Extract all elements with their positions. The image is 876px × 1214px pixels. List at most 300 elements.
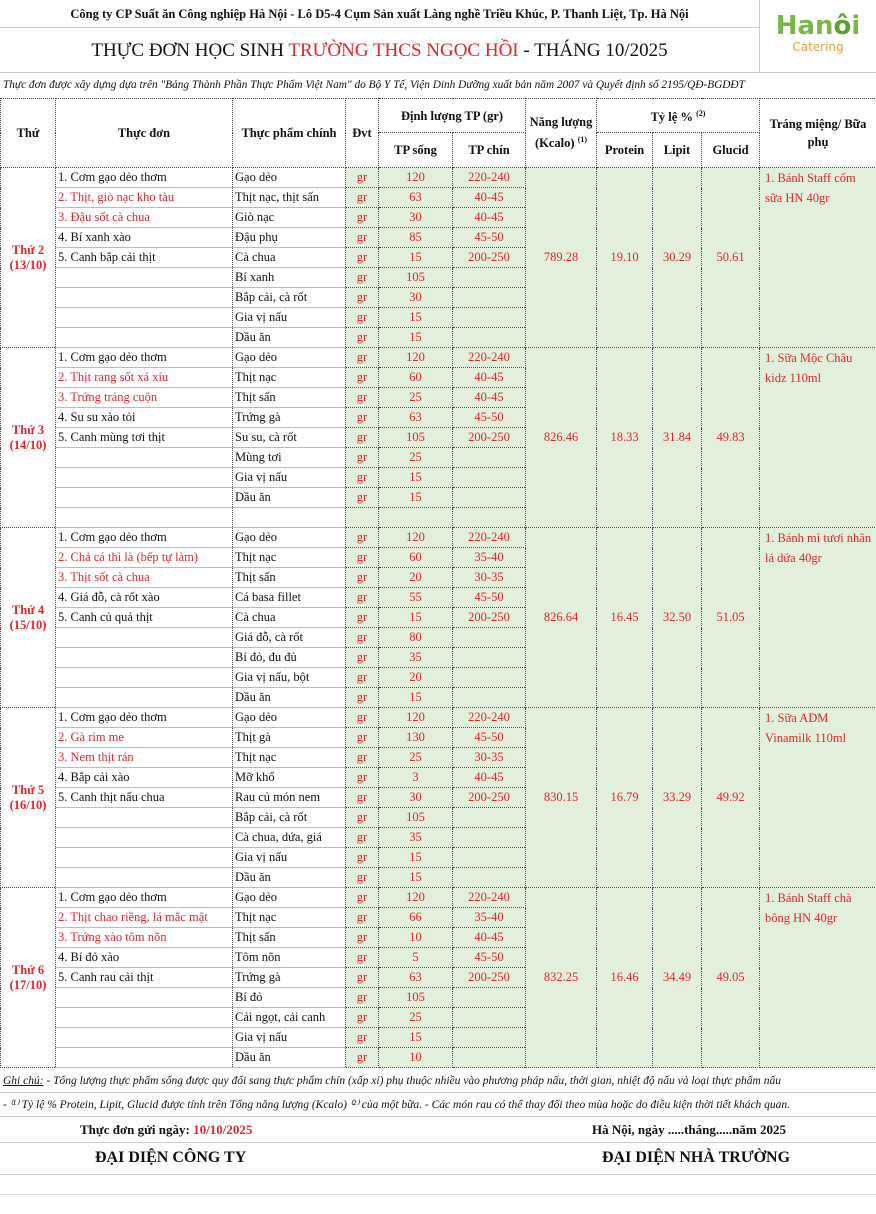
day-date: (13/10): [9, 257, 47, 272]
raw-qty: 15: [379, 688, 453, 708]
ingredient-cell: Trứng gà: [233, 408, 346, 428]
raw-qty: 30: [379, 788, 453, 808]
ingredient-cell: Gia vị nấu: [233, 848, 346, 868]
dish-name: 4. Bí đỏ xào: [58, 950, 120, 964]
sign-school: ĐẠI DIỆN NHÀ TRƯỜNG: [602, 1149, 791, 1166]
unit-cell: [346, 768, 379, 788]
col-qty: Định lượng TP (gr): [379, 99, 526, 133]
dish-name: 3. Đậu sốt cà chua: [58, 210, 150, 224]
ingredient-cell: Đậu phụ: [233, 228, 346, 248]
company-line: Công ty CP Suất ăn Công nghiệp Hà Nội - Lô D5-4 Cụm Sản xuất Làng nghề Triều Khúc, P. Thanh Liệt, Tp. Hà Nội: [0, 0, 759, 28]
raw-qty: 80: [379, 628, 453, 648]
ingredient-cell: Trứng gà: [233, 968, 346, 988]
cooked-qty: [453, 688, 526, 708]
dish-cell: [56, 888, 233, 908]
unit: gr: [356, 670, 368, 684]
raw-qty: 5: [379, 948, 453, 968]
dish-cell: [56, 488, 233, 508]
dish-cell: [56, 868, 233, 888]
cooked-qty: [453, 648, 526, 668]
raw-qty: 120: [379, 168, 453, 188]
raw-qty: 60: [379, 548, 453, 568]
unit-cell: [346, 648, 379, 668]
ingredient-cell: Gạo dẻo: [233, 888, 346, 908]
unit: gr: [356, 170, 368, 184]
raw-qty: 63: [379, 408, 453, 428]
ingredient-cell: Mỡ khổ: [233, 768, 346, 788]
dish-name: 1. Cơm gạo dẻo thơm: [58, 710, 167, 724]
unit-cell: [346, 168, 379, 188]
raw-qty: 15: [379, 848, 453, 868]
unit-cell: [346, 528, 379, 548]
cooked-qty: 30-35: [453, 568, 526, 588]
unit-cell: [346, 468, 379, 488]
unit-cell: [346, 628, 379, 648]
raw-qty: 25: [379, 1008, 453, 1028]
unit-cell: [346, 548, 379, 568]
ingredient-cell: Cà chua: [233, 248, 346, 268]
unit-cell: [346, 328, 379, 348]
unit: gr: [356, 410, 368, 424]
day-cell: [1, 528, 56, 708]
raw-qty: 15: [379, 328, 453, 348]
unit: gr: [356, 230, 368, 244]
cooked-qty: [453, 848, 526, 868]
cooked-qty: [453, 1028, 526, 1048]
raw-qty: 66: [379, 908, 453, 928]
dish-cell: [56, 368, 233, 388]
cooked-qty: 40-45: [453, 188, 526, 208]
unit: gr: [356, 950, 368, 964]
unit-cell: [346, 408, 379, 428]
dish-cell: [56, 688, 233, 708]
dish-name: 3. Trứng xào tôm nõn: [58, 930, 167, 944]
glucid-value: 49.05: [702, 888, 760, 1068]
col-menu: Thực đơn: [56, 99, 233, 168]
cooked-qty: 40-45: [453, 388, 526, 408]
dish-cell: [56, 908, 233, 928]
unit: gr: [356, 470, 368, 484]
dish-cell: [56, 348, 233, 368]
cooked-qty: [453, 508, 526, 528]
dish-cell: [56, 968, 233, 988]
raw-qty: 120: [379, 348, 453, 368]
raw-qty: 15: [379, 868, 453, 888]
raw-qty: 63: [379, 968, 453, 988]
cooked-qty: 30-35: [453, 748, 526, 768]
menu-table: [0, 98, 876, 1068]
unit-cell: [346, 248, 379, 268]
dish-cell: [56, 948, 233, 968]
unit-cell: [346, 228, 379, 248]
cooked-qty: 200-250: [453, 968, 526, 988]
raw-qty: [379, 508, 453, 528]
unit: gr: [356, 270, 368, 284]
cooked-qty: 35-40: [453, 548, 526, 568]
cooked-qty: 200-250: [453, 788, 526, 808]
col-protein: Protein: [597, 133, 653, 168]
dish-name: 3. Thịt sốt cà chua: [58, 570, 150, 584]
ingredient-cell: Giò nạc: [233, 208, 346, 228]
dish-name: 3. Nem thịt rán: [58, 750, 134, 764]
unit: gr: [356, 610, 368, 624]
dessert-cell: 1. Sữa Mộc Châu kidz 110ml: [760, 348, 876, 528]
col-lipit: Lipit: [653, 133, 702, 168]
unit-cell: [346, 948, 379, 968]
raw-qty: 10: [379, 928, 453, 948]
dish-cell: [56, 788, 233, 808]
dish-name: 4. Giá đỗ, cà rốt xào: [58, 590, 160, 604]
unit-cell: [346, 568, 379, 588]
dish-name: 5. Canh thịt nấu chua: [58, 790, 165, 804]
ingredient-cell: Bắp cải, cà rốt: [233, 808, 346, 828]
unit-cell: [346, 388, 379, 408]
ingredient-cell: [233, 508, 346, 528]
raw-qty: 63: [379, 188, 453, 208]
raw-qty: 15: [379, 608, 453, 628]
col-ratio: [597, 99, 760, 133]
unit: gr: [356, 850, 368, 864]
dish-cell: [56, 648, 233, 668]
protein-value: 18.33: [597, 348, 653, 528]
raw-qty: 105: [379, 808, 453, 828]
unit: gr: [356, 930, 368, 944]
day-name: Thứ 5: [11, 782, 45, 797]
unit: gr: [356, 1030, 368, 1044]
unit-cell: [346, 188, 379, 208]
dish-cell: [56, 328, 233, 348]
cooked-qty: [453, 308, 526, 328]
unit-cell: [346, 928, 379, 948]
unit: gr: [356, 990, 368, 1004]
unit-cell: [346, 808, 379, 828]
dish-cell: [56, 288, 233, 308]
dish-cell: [56, 548, 233, 568]
energy-label: Năng lượng (Kcalo): [529, 115, 593, 151]
cooked-qty: 40-45: [453, 368, 526, 388]
dish-cell: [56, 668, 233, 688]
place-date: Hà Nội, ngày .....tháng.....năm 2025: [592, 1122, 786, 1137]
table-row: [1, 528, 876, 548]
dish-cell: [56, 408, 233, 428]
dish-cell: [56, 768, 233, 788]
ingredient-cell: Thịt nạc: [233, 368, 346, 388]
cooked-qty: [453, 668, 526, 688]
cooked-qty: 45-50: [453, 728, 526, 748]
dish-name: 5. Canh củ quả thịt: [58, 610, 153, 624]
ingredient-cell: Mùng tơi: [233, 448, 346, 468]
signature-row: [0, 1143, 876, 1175]
unit-cell: [346, 268, 379, 288]
unit-cell: [346, 728, 379, 748]
ingredient-cell: Gia vị nấu: [233, 308, 346, 328]
dish-cell: [56, 428, 233, 448]
cooked-qty: 200-250: [453, 248, 526, 268]
lipit-value: 34.49: [653, 888, 702, 1068]
dish-name: 1. Cơm gạo dẻo thơm: [58, 350, 167, 364]
dish-cell: [56, 988, 233, 1008]
dish-cell: [56, 1008, 233, 1028]
ingredient-cell: Thịt sấn: [233, 928, 346, 948]
day-cell: [1, 708, 56, 888]
day-date: (14/10): [9, 437, 47, 452]
note-label: Ghi chú:: [3, 1075, 44, 1087]
unit-cell: [346, 1048, 379, 1068]
ingredient-cell: Dầu ăn: [233, 488, 346, 508]
unit-cell: [346, 608, 379, 628]
dish-cell: [56, 628, 233, 648]
cooked-qty: 200-250: [453, 428, 526, 448]
unit-cell: [346, 308, 379, 328]
subtitle: Thực đơn được xây dựng dựa trên "Bảng Thành Phần Thực Phẩm Việt Nam" do Bộ Y Tế, Viện Dinh Dưỡng xuất bản năm 2007 và Quyết định số 2195/QĐ-BGDĐT: [3, 79, 745, 91]
unit: gr: [356, 310, 368, 324]
unit: gr: [356, 590, 368, 604]
unit: gr: [356, 890, 368, 904]
cooked-qty: [453, 808, 526, 828]
cooked-qty: [453, 288, 526, 308]
dish-cell: [56, 468, 233, 488]
col-cooked: TP chín: [453, 133, 526, 168]
table-row: [1, 888, 876, 908]
dish-cell: [56, 568, 233, 588]
raw-qty: 105: [379, 988, 453, 1008]
ingredient-cell: Dầu ăn: [233, 328, 346, 348]
raw-qty: 120: [379, 528, 453, 548]
unit: gr: [356, 710, 368, 724]
ingredient-cell: Bắp cải, cà rốt: [233, 288, 346, 308]
ingredient-cell: Gia vị nấu: [233, 1028, 346, 1048]
dish-name: 2. Thịt chao riềng, lá mắc mật: [58, 910, 208, 924]
energy-value: 789.28: [526, 168, 597, 348]
day-name: Thứ 6: [11, 962, 45, 977]
dish-name: 5. Canh mùng tơi thịt: [58, 430, 165, 444]
col-ingredient: Thực phẩm chính: [233, 99, 346, 168]
cooked-qty: [453, 868, 526, 888]
dish-cell: [56, 208, 233, 228]
cooked-qty: 40-45: [453, 768, 526, 788]
raw-qty: 105: [379, 428, 453, 448]
ingredient-cell: Giá đỗ, cà rốt: [233, 628, 346, 648]
ingredient-cell: Gạo dẻo: [233, 528, 346, 548]
dessert-cell: 1. Bánh Staff chà bông HN 40gr: [760, 888, 876, 1068]
dish-cell: [56, 608, 233, 628]
dish-cell: [56, 848, 233, 868]
unit-cell: [346, 868, 379, 888]
protein-value: 19.10: [597, 168, 653, 348]
unit: gr: [356, 810, 368, 824]
col-day: Thứ: [1, 99, 56, 168]
hanoi-catering-logo: Hanôi Catering: [759, 0, 876, 73]
ingredient-cell: Gia vị nấu: [233, 468, 346, 488]
unit: gr: [356, 290, 368, 304]
raw-qty: 30: [379, 288, 453, 308]
glucid-value: 49.92: [702, 708, 760, 888]
ratio-label: Tỷ lệ %: [650, 110, 693, 125]
raw-qty: 15: [379, 1028, 453, 1048]
ingredient-cell: Dầu ăn: [233, 868, 346, 888]
cooked-qty: 220-240: [453, 348, 526, 368]
day-name: Thứ 4: [11, 602, 45, 617]
ingredient-cell: Thịt nạc, thịt sấn: [233, 188, 346, 208]
dish-name: 5. Canh bắp cải thịt: [58, 250, 156, 264]
unit-cell: [346, 688, 379, 708]
dish-cell: [56, 448, 233, 468]
dish-cell: [56, 248, 233, 268]
unit-cell: [346, 288, 379, 308]
unit-cell: [346, 968, 379, 988]
ingredient-cell: Cà chua: [233, 608, 346, 628]
unit: gr: [356, 570, 368, 584]
sign-company: ĐẠI DIỆN CÔNG TY: [95, 1149, 247, 1166]
note-text: - Tổng lượng thực phẩm sống được quy đổi sang thực phẩm chín (xấp xỉ) phụ thuộc nhiều vào phương pháp nấu, thời gian, nhiệt độ nấu và loại thực phẩm nấu: [43, 1075, 781, 1087]
day-cell: [1, 348, 56, 528]
raw-qty: 30: [379, 208, 453, 228]
ingredient-cell: Cà chua, dứa, giá: [233, 828, 346, 848]
ingredient-cell: Gạo dẻo: [233, 348, 346, 368]
unit-cell: [346, 908, 379, 928]
title-month: - THÁNG 10/2025: [518, 40, 668, 61]
sent-row: [0, 1117, 876, 1143]
ingredient-cell: Thịt nạc: [233, 748, 346, 768]
sup: (2): [696, 108, 706, 118]
dish-cell: [56, 268, 233, 288]
cooked-qty: [453, 1008, 526, 1028]
raw-qty: 55: [379, 588, 453, 608]
raw-qty: 25: [379, 448, 453, 468]
unit-cell: [346, 988, 379, 1008]
table-row: [1, 348, 876, 368]
day-name: Thứ 3: [11, 422, 45, 437]
dish-cell: [56, 308, 233, 328]
raw-qty: 105: [379, 268, 453, 288]
unit-cell: [346, 368, 379, 388]
dish-name: 2. Gà rim me: [58, 730, 124, 744]
ingredient-cell: Gạo dẻo: [233, 708, 346, 728]
glucid-value: 49.83: [702, 348, 760, 528]
day-date: (15/10): [9, 617, 47, 632]
cooked-qty: 40-45: [453, 928, 526, 948]
ingredient-cell: Bí xanh: [233, 268, 346, 288]
unit-cell: [346, 888, 379, 908]
cooked-qty: 220-240: [453, 168, 526, 188]
dish-name: 4. Bí xanh xào: [58, 230, 131, 244]
energy-value: 826.46: [526, 348, 597, 528]
ingredient-cell: Thịt nạc: [233, 908, 346, 928]
raw-qty: 15: [379, 468, 453, 488]
dish-cell: [56, 508, 233, 528]
dish-cell: [56, 748, 233, 768]
unit: gr: [356, 730, 368, 744]
cooked-qty: 35-40: [453, 908, 526, 928]
dessert-cell: 1. Bánh mì tươi nhân lá dứa 40gr: [760, 528, 876, 708]
col-energy: [526, 99, 597, 168]
cooked-qty: 45-50: [453, 408, 526, 428]
raw-qty: 3: [379, 768, 453, 788]
dessert-cell: 1. Sữa ADM Vinamilk 110ml: [760, 708, 876, 888]
cooked-qty: [453, 1048, 526, 1068]
unit: gr: [356, 550, 368, 564]
unit: gr: [356, 390, 368, 404]
protein-value: 16.45: [597, 528, 653, 708]
unit: gr: [356, 630, 368, 644]
dish-cell: [56, 228, 233, 248]
unit: gr: [356, 330, 368, 344]
dish-name: 2. Thịt rang sốt xá xíu: [58, 370, 169, 384]
cooked-qty: [453, 268, 526, 288]
raw-qty: 25: [379, 388, 453, 408]
unit: gr: [356, 450, 368, 464]
dish-cell: [56, 168, 233, 188]
ingredient-cell: Su su, cà rốt: [233, 428, 346, 448]
lipit-value: 33.29: [653, 708, 702, 888]
unit: gr: [356, 690, 368, 704]
cooked-qty: 220-240: [453, 708, 526, 728]
raw-qty: 120: [379, 708, 453, 728]
cooked-qty: [453, 468, 526, 488]
dish-name: 2. Chả cá thì là (bếp tự làm): [58, 550, 199, 564]
ingredient-cell: Thịt gà: [233, 728, 346, 748]
raw-qty: 85: [379, 228, 453, 248]
lipit-value: 30.29: [653, 168, 702, 348]
dish-name: 1. Cơm gạo dẻo thơm: [58, 890, 167, 904]
raw-qty: 20: [379, 568, 453, 588]
cooked-qty: 40-45: [453, 208, 526, 228]
unit: gr: [356, 1010, 368, 1024]
dish-name: 1. Cơm gạo dẻo thơm: [58, 530, 167, 544]
dish-cell: [56, 808, 233, 828]
ingredient-cell: Gia vị nấu, bột: [233, 668, 346, 688]
raw-qty: 10: [379, 1048, 453, 1068]
dish-cell: [56, 528, 233, 548]
cooked-qty: 45-50: [453, 588, 526, 608]
dish-name: 5. Canh rau cải thịt: [58, 970, 154, 984]
unit-cell: [346, 508, 379, 528]
col-raw: TP sống: [379, 133, 453, 168]
unit-cell: [346, 428, 379, 448]
unit: gr: [356, 430, 368, 444]
title-part: THỰC ĐƠN HỌC SINH: [91, 40, 289, 61]
dish-cell: [56, 188, 233, 208]
cooked-qty: [453, 988, 526, 1008]
unit-cell: [346, 668, 379, 688]
unit: gr: [356, 970, 368, 984]
table-row: [1, 168, 876, 188]
energy-value: 830.15: [526, 708, 597, 888]
unit-cell: [346, 1008, 379, 1028]
cooked-qty: [453, 448, 526, 468]
table-row: [1, 708, 876, 728]
ingredient-cell: Cá basa fillet: [233, 588, 346, 608]
dish-name: 1. Cơm gạo dẻo thơm: [58, 170, 167, 184]
dish-name: 4. Bắp cải xào: [58, 770, 130, 784]
cooked-qty: [453, 328, 526, 348]
day-cell: [1, 168, 56, 348]
ingredient-cell: Cải ngọt, cải canh: [233, 1008, 346, 1028]
ingredient-cell: Thịt nạc: [233, 548, 346, 568]
cooked-qty: [453, 828, 526, 848]
dish-cell: [56, 828, 233, 848]
raw-qty: 20: [379, 668, 453, 688]
cooked-qty: [453, 488, 526, 508]
ingredient-cell: Bí đỏ: [233, 988, 346, 1008]
sup: (1): [577, 135, 588, 145]
sent-label: Thực đơn gửi ngày:: [80, 1122, 194, 1137]
ingredient-cell: Tôm nõn: [233, 948, 346, 968]
unit-cell: [346, 748, 379, 768]
cooked-qty: [453, 628, 526, 648]
ingredient-cell: Bí đỏ, đu đủ: [233, 648, 346, 668]
unit-cell: [346, 208, 379, 228]
